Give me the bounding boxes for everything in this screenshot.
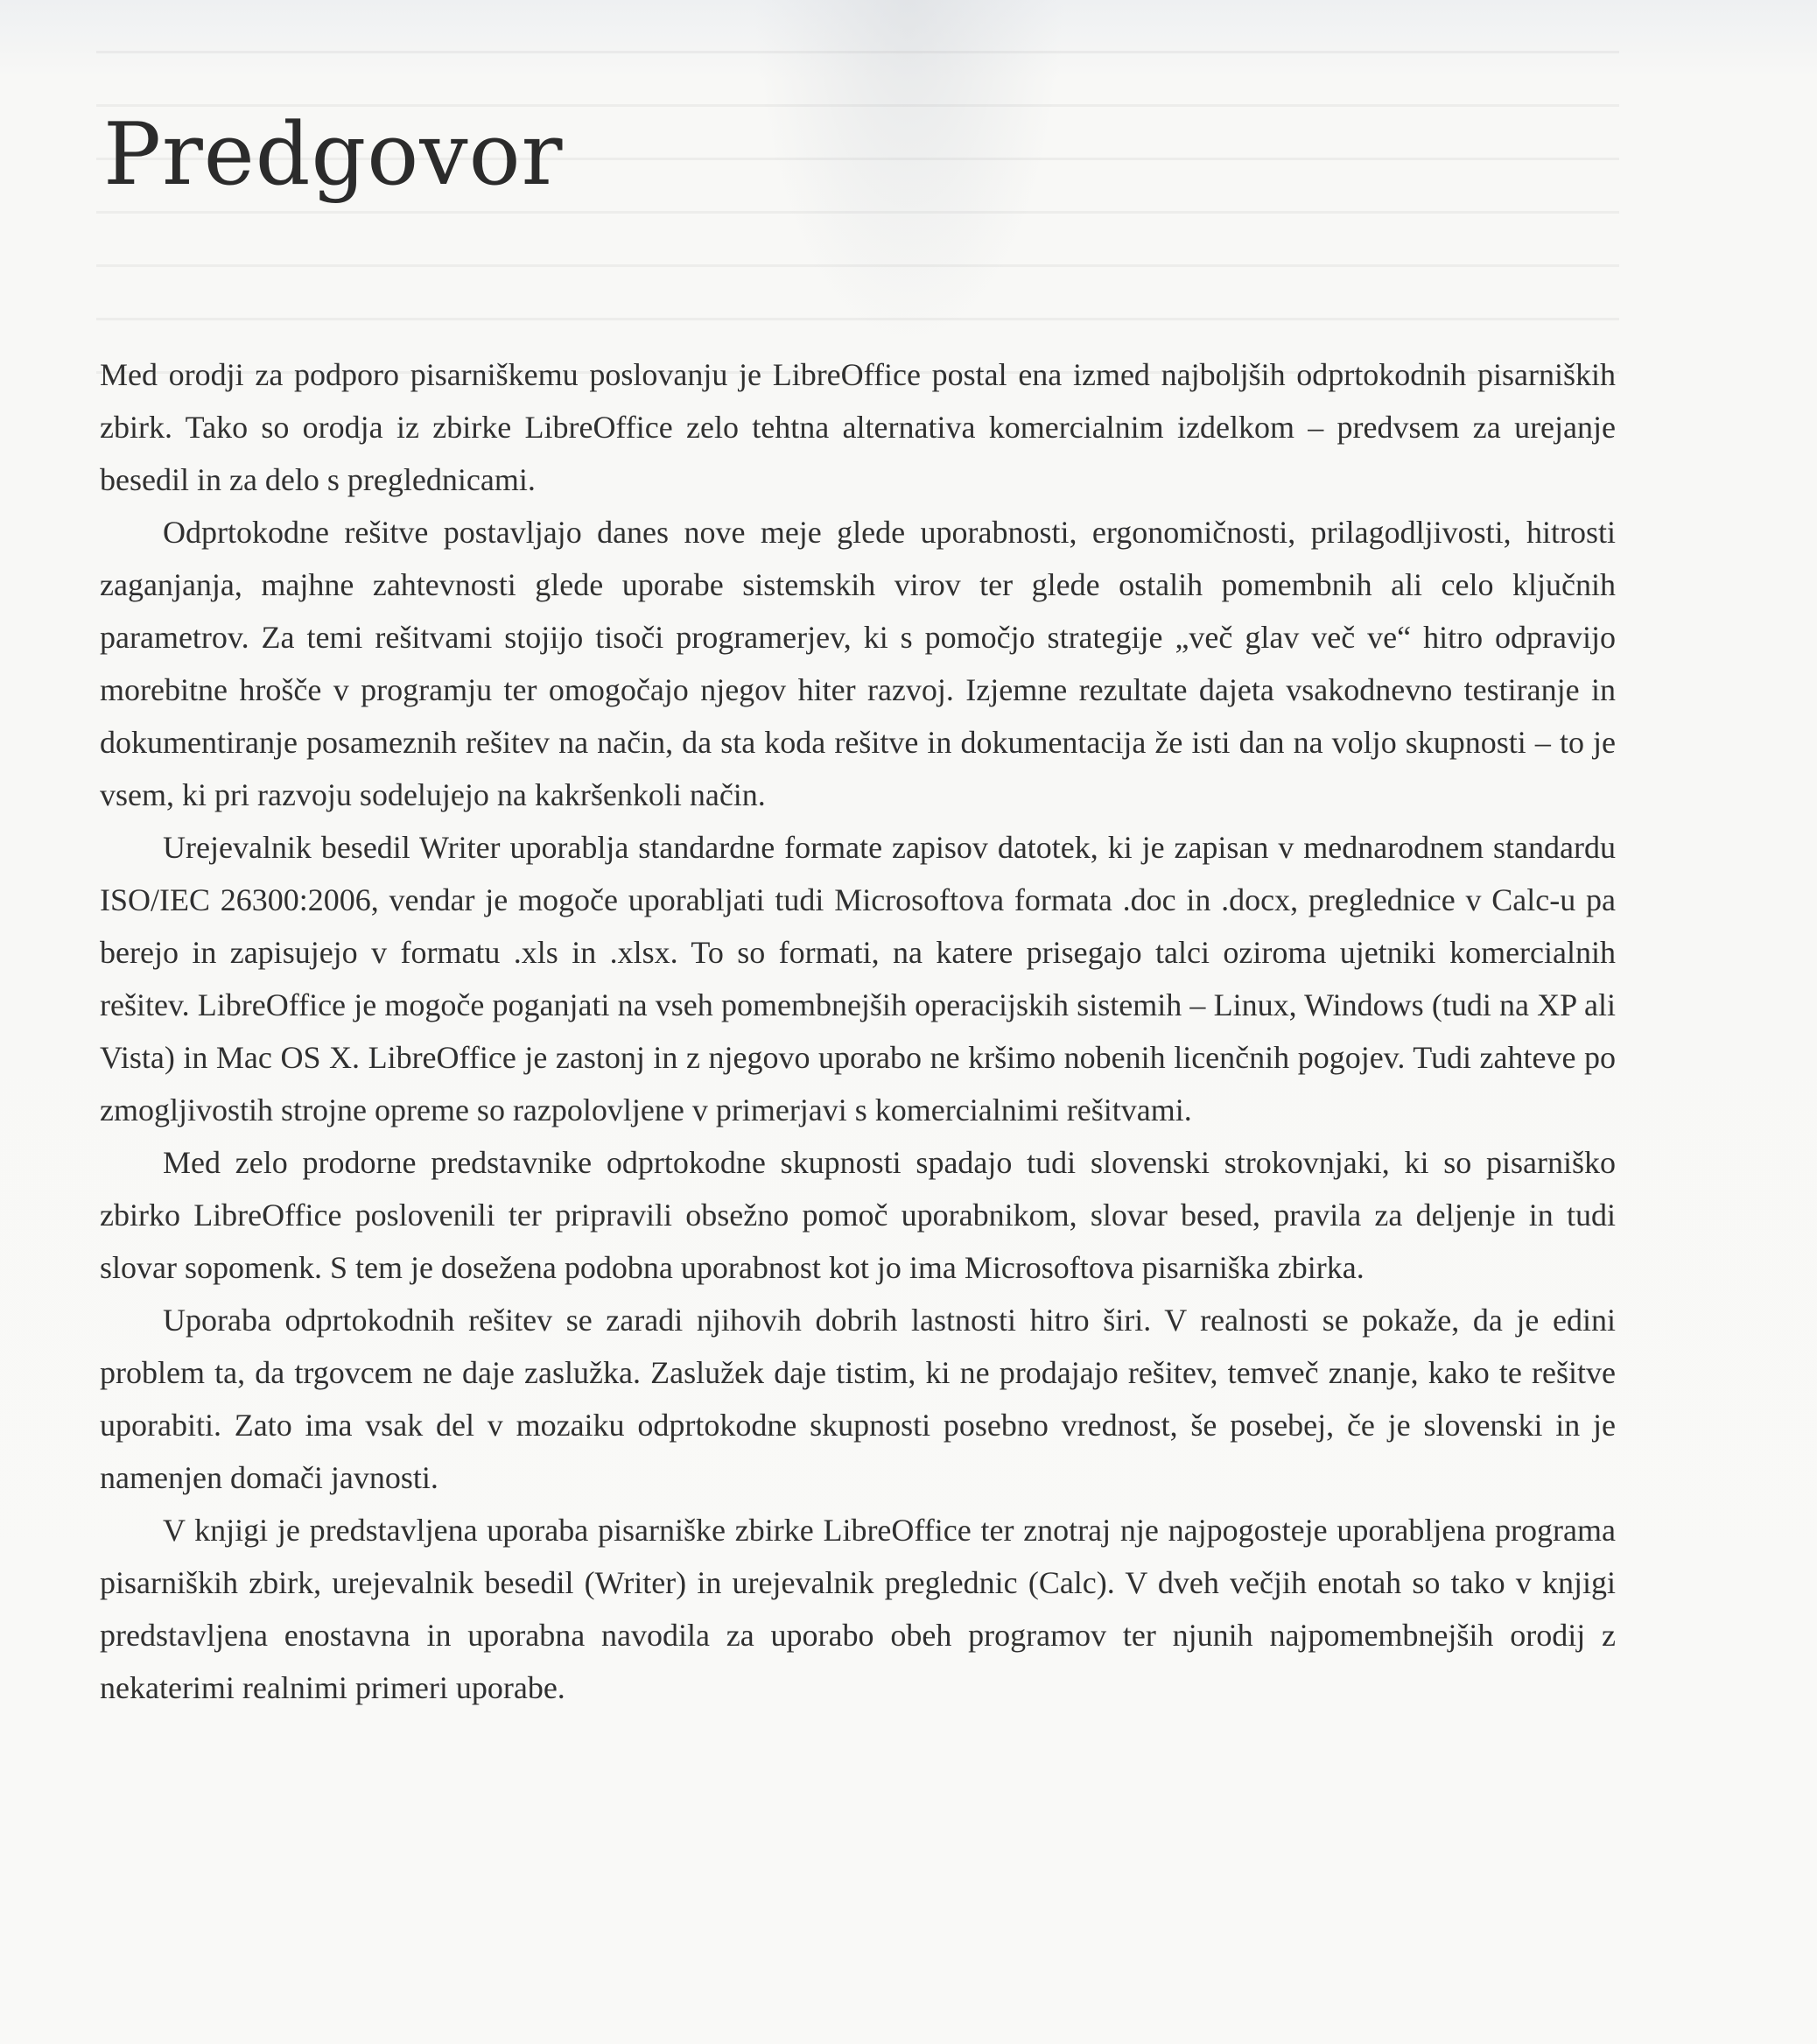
paragraph: Uporaba odprtokodnih rešitev se zaradi njihovih dobrih lastnosti hitro širi. V realnosti se pokaže, da je edini problem ta, da trgovcem ne daje zaslužka. Zaslužek daje tistim, ki ne prodajajo rešitev, temveč znanje, kako te rešitve uporabiti. Zato ima vsak del v mozaiku odprtokodne skupnosti posebno vrednost, še posebej, če je slovenski in je namenjen domači javnosti.	[100, 1303, 1616, 1495]
paragraph: Med orodji za podporo pisarniškemu poslovanju je LibreOffice postal ena izmed najboljših odprtokodnih pisarniških zbirk. Tako so orodja iz zbirke LibreOffice zelo tehtna alternativa komercialnim izdelkom – predvsem za urejanje besedil in za delo s preglednicami.	[100, 357, 1616, 497]
chapter-title: Predgovor	[103, 105, 564, 205]
paragraph: Urejevalnik besedil Writer uporablja standardne formate zapisov datotek, ki je zapisan v mednarodnem standardu ISO/IEC 26300:2006, vendar je mogoče uporabljati tudi Microsoftova formata .doc in .docx, preglednice v Calc-u pa berejo in zapisujejo v formatu .xls in .xlsx. To so formati, na katere prisegajo talci oziroma ujetniki komercialnih rešitev. LibreOffice je mogoče poganjati na vseh pomembnejših operacijskih sistemih – Linux, Windows (tudi na XP ali Vista) in Mac OS X. LibreOffice je zastonj in z njegovo uporabo ne kršimo nobenih licenčnih pogojev. Tudi zahteve po zmogljivostih strojne opreme so razpolovljene v primerjavi s komercialnimi rešitvami.	[100, 830, 1616, 1127]
paragraph: Med zelo prodorne predstavnike odprtokodne skupnosti spadajo tudi slovenski strokovnjaki, ki so pisarniško zbirko LibreOffice poslovenili ter pripravili obsežno pomoč uporabnikom, slovar besed, pravila za deljenje in tudi slovar sopomenk. S tem je dosežena podobna uporabnost kot jo ima Microsoftova pisarniška zbirka.	[100, 1145, 1616, 1285]
body-text	[100, 348, 1616, 1714]
paragraph: V knjigi je predstavljena uporaba pisarniške zbirke LibreOffice ter znotraj nje najpogosteje uporabljena programa pisarniških zbirk, urejevalnik besedil (Writer) in urejevalnik preglednic (Calc). V dveh večjih enotah so tako v knjigi predstavljena enostavna in uporabna navodila za uporabo obeh programov ter njunih najpomembnejših orodij z nekaterimi realnimi primeri uporabe.	[100, 1513, 1616, 1705]
paragraph: Odprtokodne rešitve postavljajo danes nove meje glede uporabnosti, ergonomičnosti, prilagodljivosti, hitrosti zaganjanja, majhne zahtevnosti glede uporabe sistemskih virov ter glede ostalih pomembnih ali celo ključnih parametrov. Za temi rešitvami stojijo tisoči programerjev, ki s pomočjo strategije „več glav več ve“ hitro odpravijo morebitne hrošče v programju ter omogočajo njegov hiter razvoj. Izjemne rezultate dajeta vsakodnevno testiranje in dokumentiranje posameznih rešitev na način, da sta koda rešitve in dokumentacija že isti dan na voljo skupnosti – to je vsem, ki pri razvoju sodelujejo na kakršenkoli način.	[100, 515, 1616, 812]
